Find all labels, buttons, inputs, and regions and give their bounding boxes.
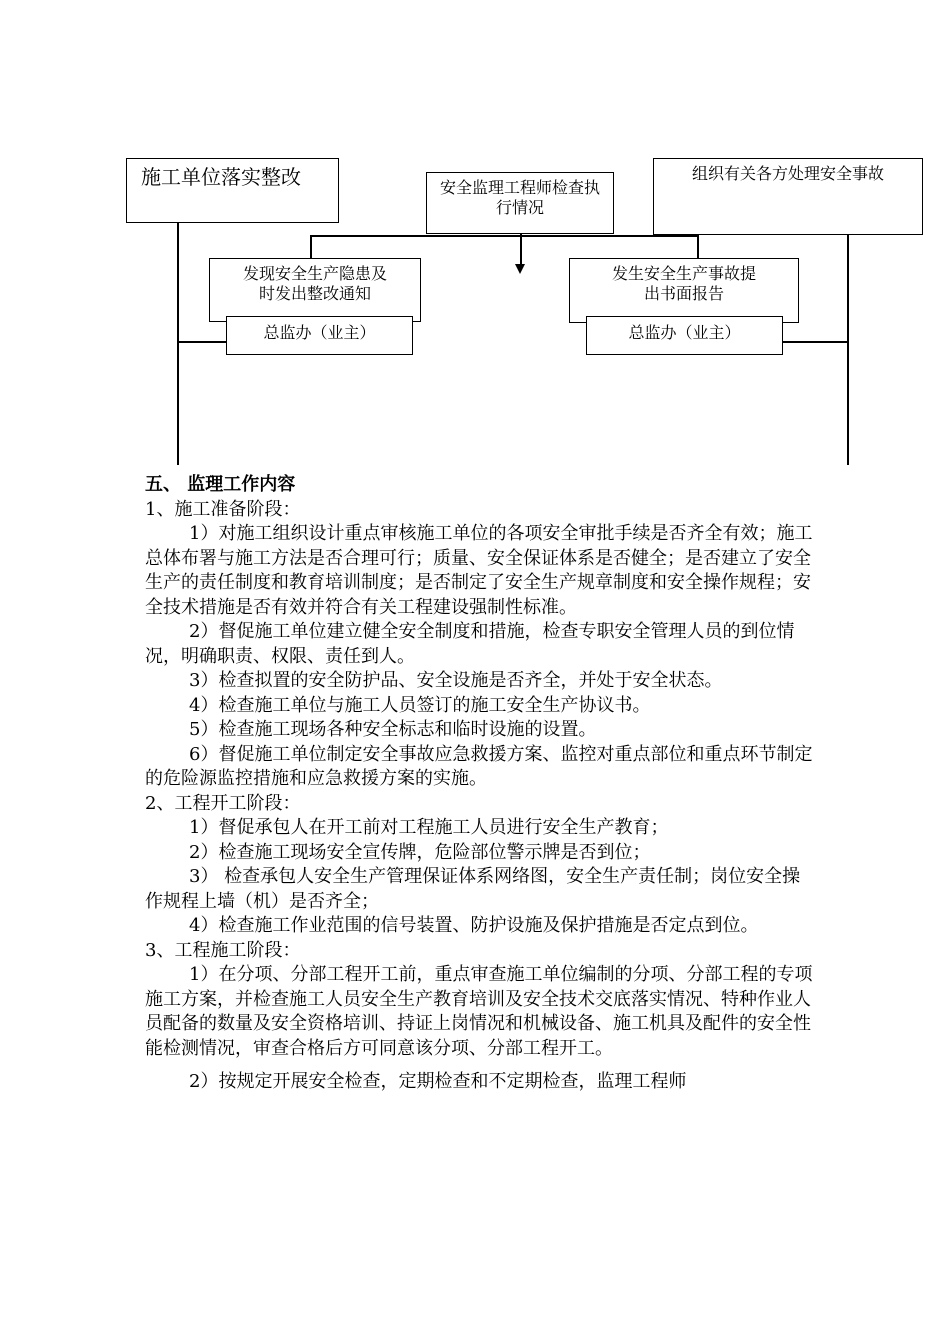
box-accident-handle — [653, 158, 923, 235]
stage2-item: 2）检查施工现场安全宣传牌，危险部位警示牌是否到位； — [189, 841, 651, 863]
box-accident-report — [569, 258, 799, 323]
box-inspect-label: 安全监理工程师检查执行情况 — [439, 178, 600, 217]
box-accident-report-label: 发生安全生产事故提出书面报告 — [611, 264, 756, 303]
stage2-item: 4）检查施工作业范围的信号装置、防护设施及保护措施是否定点到位。 — [189, 915, 759, 936]
stage3-item: 1）在分项、分部工程开工前，重点审查施工单位编制的分项、分部工程的专项施工方案，并检查施工人员安全生产教育培训及安全技术交底落实情况、特种作业人员配备的数量及安全资格培训、持证上岗情况和机械设备、施工机具及配件的安全性能检测情况，审查合格后方可同意该分项、分部工程开工。 — [145, 964, 813, 1059]
stage1-item: 3）检查拟置的安全防护品、安全设施是否齐全，并处于安全状态。 — [189, 670, 723, 691]
stage1-item: 2）督促施工单位建立健全安全制度和措施，检查专职安全管理人员的到位情况，明确职责、权限、责任到人。 — [145, 621, 795, 667]
stage1-title: 1、施工准备阶段： — [145, 498, 301, 520]
work-content-section — [145, 473, 815, 1095]
stage2-title: 2、工程开工阶段： — [145, 792, 301, 814]
box-rectify-label: 施工单位落实整改 — [141, 165, 301, 189]
stage1-item: 6）督促施工单位制定安全事故应急救援方案、监控对重点部位和重点环节制定的危险源监控措施和应急救援方案的实施。 — [145, 743, 813, 789]
box-hazard-notice-label: 发现安全生产隐患及时发出整改通知 — [242, 264, 387, 303]
stage3-item: 2）按规定开展安全检查，定期检查和不定期检查，监理工程师 — [189, 1071, 687, 1092]
stage3-title: 3、工程施工阶段： — [145, 939, 301, 961]
box-rectify — [126, 158, 339, 223]
connector-line — [177, 205, 179, 465]
box-accident-handle-label: 组织有关各方处理安全事故 — [691, 164, 884, 183]
box-chief-right — [586, 316, 783, 355]
box-hazard-notice — [209, 258, 421, 322]
stage2-item: 1）督促承包人在开工前对工程施工人员进行安全生产教育； — [189, 817, 669, 838]
stage1-item: 4）检查施工单位与施工人员签订的施工安全生产协议书。 — [189, 694, 651, 716]
stage1-item: 1）对施工组织设计重点审核施工单位的各项安全审批手续是否齐全有效；施工总体布署与施工方法是否合理可行；质量、安全保证体系是否健全；是否建立了安全生产的责任制度和教育培训制度；是否制定了安全生产规章制度和安全操作规程；安全技术措施是否有效并符合有关工程建设强制性标准。 — [145, 523, 813, 618]
section-title: 五、 监理工作内容 — [145, 474, 296, 495]
box-chief-left — [226, 316, 413, 355]
box-chief-left-label: 总监办（业主） — [263, 323, 376, 342]
arrow-down-icon — [515, 264, 525, 274]
stage1-item: 5）检查施工现场各种安全标志和临时设施的设置。 — [189, 719, 597, 740]
connector-line — [177, 341, 227, 343]
box-inspect — [426, 172, 614, 234]
stage2-item: 3） 检查承包人安全生产管理保证体系网络图，安全生产责任制；岗位安全操作规程上墙（机）是否齐全； — [145, 866, 801, 912]
connector-line — [782, 341, 848, 343]
connector-line — [310, 235, 698, 237]
box-chief-right-label: 总监办（业主） — [628, 323, 741, 342]
